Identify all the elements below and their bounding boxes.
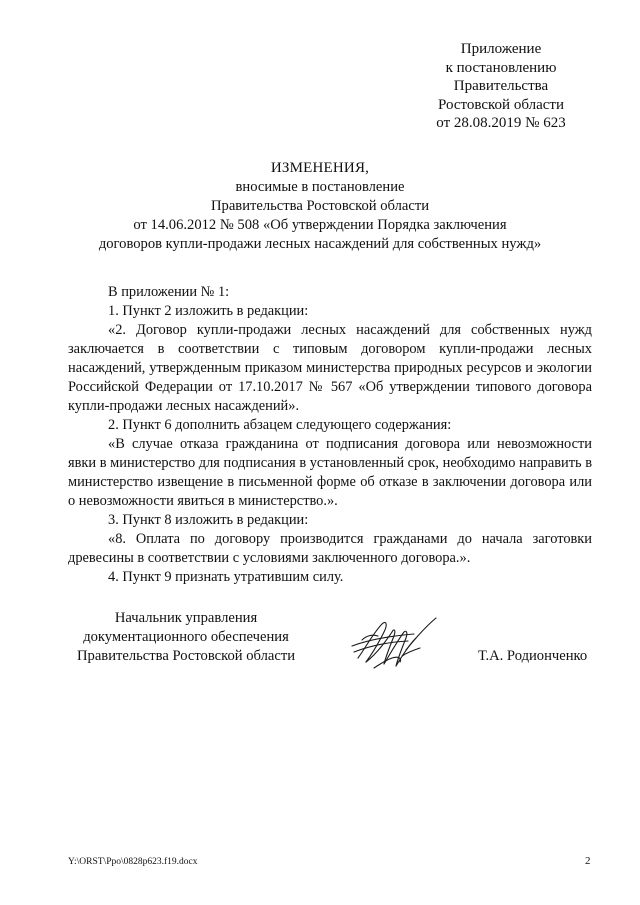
heading-line: вносимые в постановление — [235, 179, 405, 195]
handwritten-signature — [344, 610, 444, 676]
document-title: ИЗМЕНЕНИЯ, — [270, 160, 370, 176]
appendix-line: Правительства — [453, 78, 549, 94]
document-heading — [80, 159, 560, 254]
appendix-line: Приложение — [460, 41, 542, 57]
appendix-line: Ростовской области — [438, 96, 564, 113]
heading-line: договоров купли-продажи лесных насаждений для собственных нужд» — [98, 236, 542, 252]
body-paragraph: 1. Пункт 2 изложить в редакции: — [108, 303, 309, 319]
body-paragraph: 4. Пункт 9 признать утратившим силу. — [108, 569, 344, 585]
appendix-line: к постановлению — [445, 59, 557, 76]
file-path: Y:\ORST\Ppo\0828p623.f19.docx — [68, 857, 198, 867]
body-paragraph: 3. Пункт 8 изложить в редакции: — [108, 512, 309, 528]
body-paragraph: В приложении № 1: — [108, 284, 230, 300]
heading-line: от 14.06.2012 № 508 «Об утверждении Порядка заключения — [133, 217, 507, 233]
body-paragraph: «В случае отказа гражданина от подписания договора или невозможности явки в министерство для подписания в установленный срок, необходимо направить в министерство извещение в письменной форме об отказе в заключении договора или о невозможности явиться в министерство.». — [68, 436, 592, 509]
appendix-line: от 28.08.2019 № 623 — [436, 115, 566, 131]
document-body — [68, 283, 592, 587]
signatory-position — [66, 609, 306, 666]
body-paragraph: «2. Договор купли-продажи лесных насаждений для собственных нужд заключается в соответствии с типовым договором купли-продажи лесных насаждений, утвержденным приказом министерства природных ресурсов и экологии Российской Федерации от 17.10.2017 № 567 «Об утверждении типового договора купли-продажи лесных насаждений». — [68, 322, 592, 414]
body-paragraph: «8. Оплата по договору производится гражданами до начала заготовки древесины в соответствии с условиями заключенного договора.». — [68, 531, 592, 566]
heading-line: Правительства Ростовской области — [210, 198, 430, 214]
position-line: Начальник управления — [114, 610, 258, 626]
page-number: 2 — [585, 855, 591, 867]
position-line: Правительства Ростовской области — [76, 648, 296, 664]
appendix-header — [412, 40, 590, 133]
position-line: документационного обеспечения — [83, 629, 289, 645]
body-paragraph: 2. Пункт 6 дополнить абзацем следующего содержания: — [108, 417, 452, 433]
signer-name: Т.А. Родионченко — [478, 648, 588, 664]
